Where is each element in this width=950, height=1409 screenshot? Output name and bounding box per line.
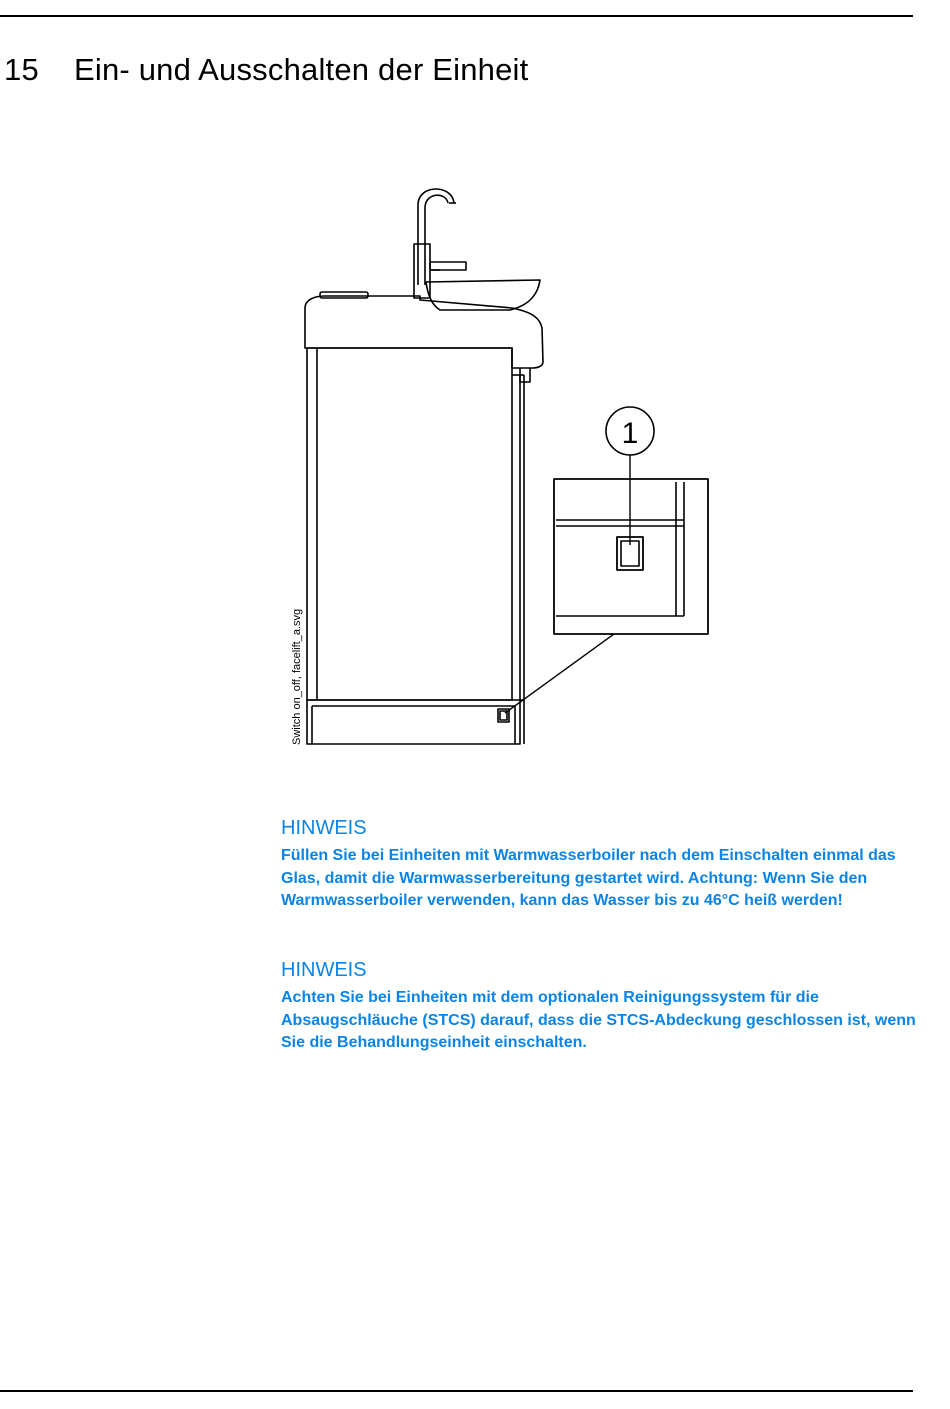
- detail-leader-line: [505, 634, 614, 713]
- notice-stcs: [281, 959, 921, 1055]
- detail-box: [554, 479, 708, 634]
- chapter-title: Ein- und Ausschalten der Einheit: [74, 52, 529, 87]
- cabinet: [307, 348, 512, 700]
- footer-rule: [0, 1390, 913, 1392]
- notice-text: Achten Sie bei Einheiten mit dem optionalen Reinigungssystem für die Absaugschläuche (STCS) darauf, dass die STCS-Abdeckung geschlossen ist, wenn Sie die Behandlungseinheit einschalten.: [281, 989, 916, 1051]
- faucet-lever: [430, 262, 466, 270]
- top-panel: [305, 296, 543, 368]
- callout-number: 1: [621, 417, 639, 450]
- notice-warm-water: [281, 817, 921, 913]
- figure-filename: Switch on_off, facelift_a.svg: [291, 608, 303, 745]
- notice-heading: HINWEIS: [281, 959, 367, 981]
- notice-heading: HINWEIS: [281, 817, 367, 839]
- chapter-number: 15: [4, 52, 39, 87]
- notice-text: Füllen Sie bei Einheiten mit Warmwasserboiler nach dem Einschalten einmal das Glas, damit die Warmwasserbereitung gestartet wird. Achtung: Wenn Sie den Warmwasserboiler verwenden, kann das Wasser bis zu 46°C heiß werden!: [281, 847, 896, 909]
